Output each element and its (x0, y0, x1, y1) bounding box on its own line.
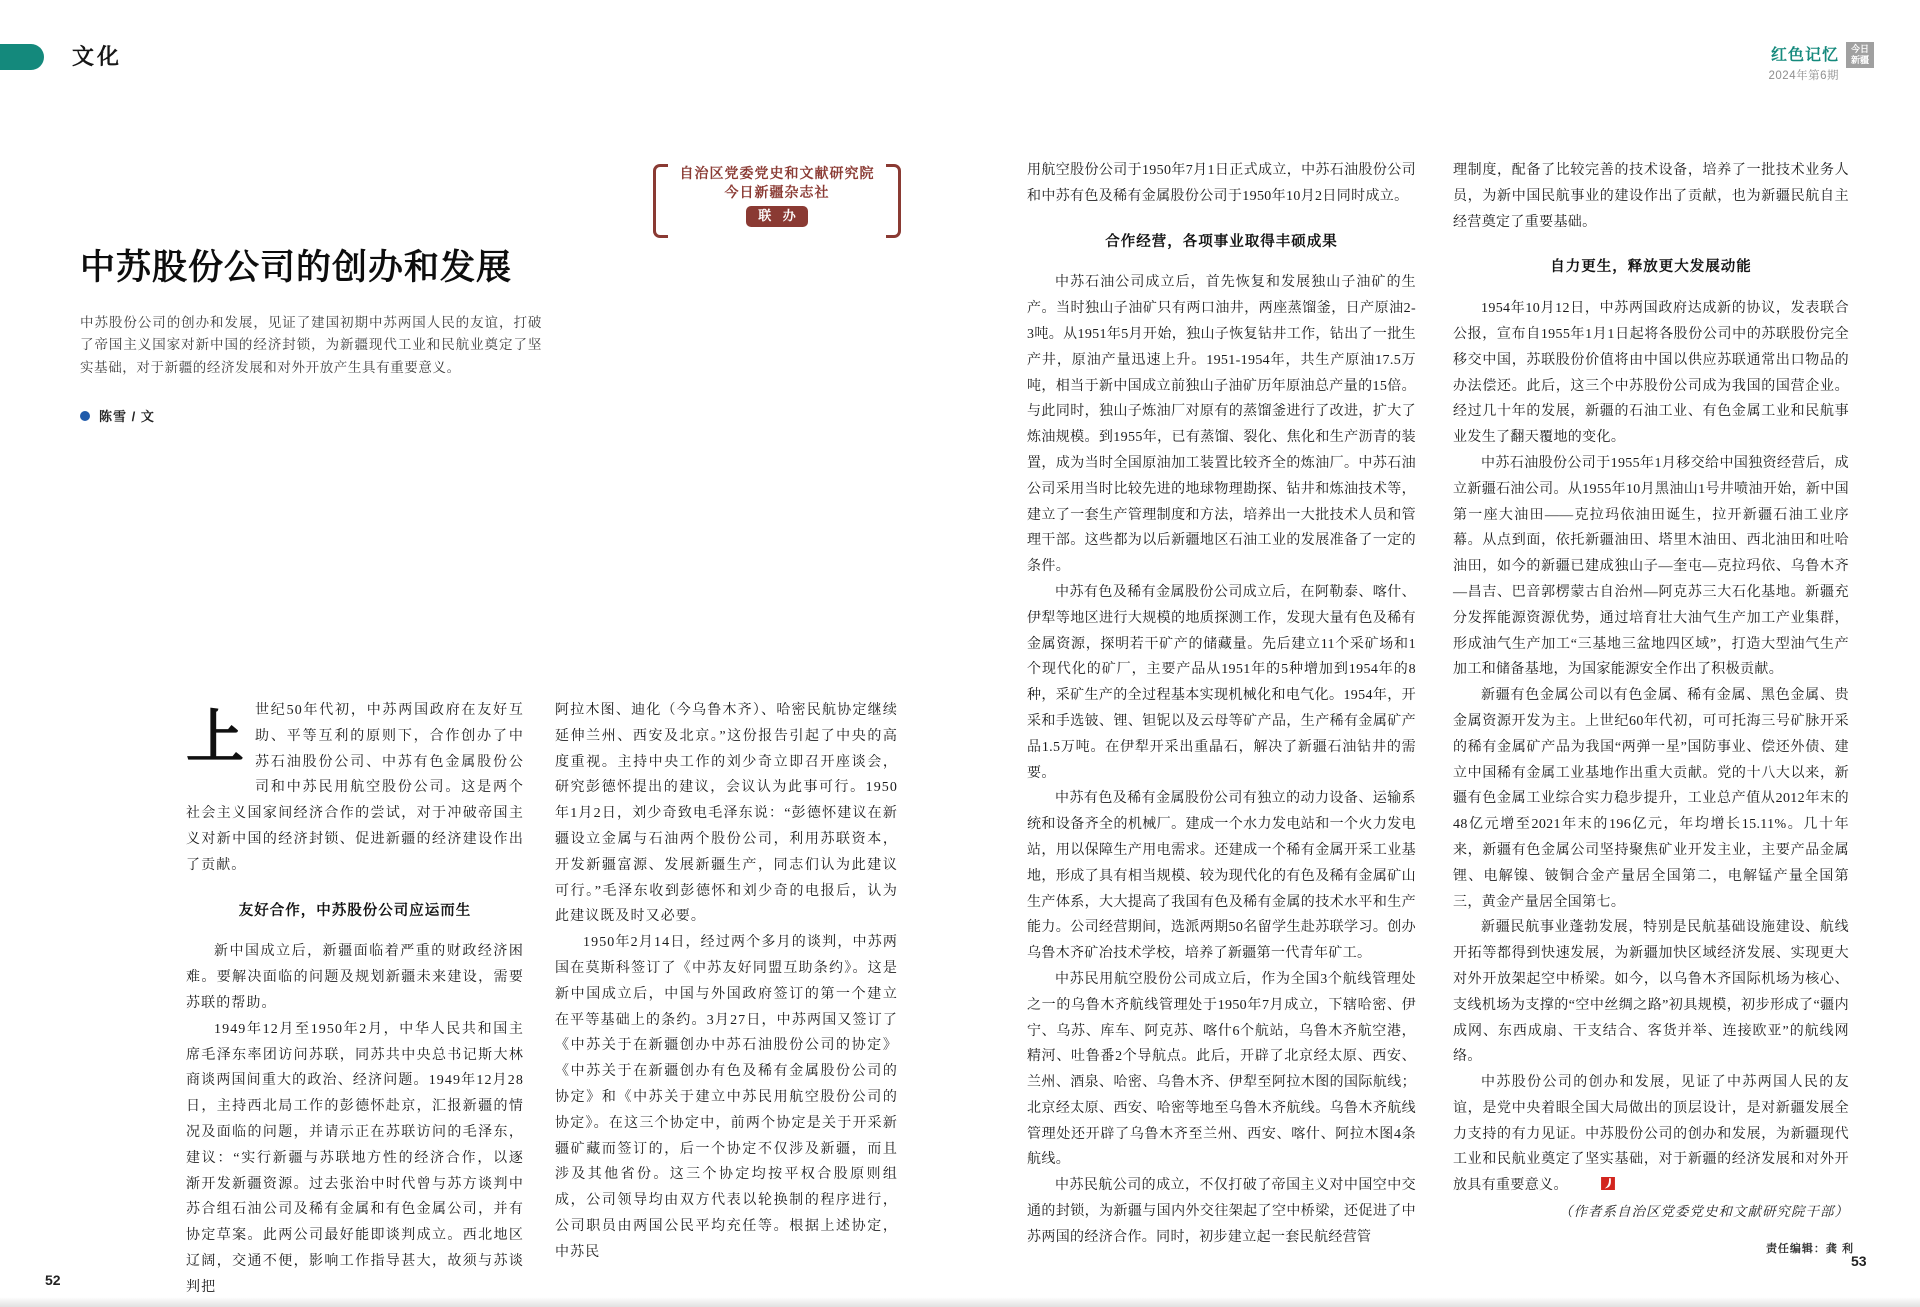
magazine-logo-line2: 新疆 (1850, 55, 1869, 65)
callout-line1: 自治区党委党史和文献研究院 (679, 165, 875, 181)
byline-dot-icon (80, 411, 90, 421)
paragraph: 阿拉木图、迪化（今乌鲁木齐）、哈密民航协定继续延伸兰州、西安及北京。”这份报告引起了中央的高度重视。主持中央工作的刘少奇立即召开座谈会，研究彭德怀提出的建议，会议认为此事可行。1950年1月2日，刘少奇致电毛泽东说：“彭德怀建议在新疆设立金属与石油两个股份公司，利用苏联资本，开发新疆富源、发展新疆生产，同志们认为此建议可行。”毛泽东收到彭德怀和刘少奇的电报后，认为此建议既及时又必要。 (555, 703, 898, 925)
paragraph: 1949年12月至1950年2月，中华人民共和国主席毛泽东率团访问苏联，同苏共中央总书记斯大林商谈两国间重大的政治、经济问题。1949年12月28日，主持西北局工作的彭德怀赴京，汇报新疆的情况及面临的问题，并请示正在苏联访问的毛泽东，建议：“实行新疆与苏联地方性的经济合作，以逐渐开发新疆资源。过去张治中时代曾与苏方谈判中苏合组石油公司及稀有金属和有色金属公司，并有协定草案。此两公司最好能即谈判成立。西北地区辽阔，交通不便，影响工作指导甚大，故须与苏谈判把 (186, 1021, 524, 1295)
co-organizer-callout (655, 164, 899, 232)
paragraph-text: 世纪50年代初，中苏两国政府在友好互助、平等互利的原则下，合作创办了中苏石油股份公司、中苏有色金属股份公司和中苏民用航空股份公司。这是两个社会主义国家间经济合作的尝试，对于冲破帝国主义对新中国的经济封锁、促进新疆的经济建设作出了贡献。 (186, 703, 524, 873)
article-intro: 中苏股份公司的创办和发展，见证了建国初期中苏两国人民的友谊，打破了帝国主义国家对新中国的经济封锁，为新疆现代工业和民航业奠定了坚实基础，对于新疆的经济发展和对外开放产生具有重要意义。 (80, 315, 542, 375)
dropcap: 上 (186, 705, 246, 770)
column-2 (555, 698, 898, 1266)
closing-paragraph (1453, 1070, 1849, 1199)
paragraph: 中苏有色及稀有金属股份公司有独立的动力设备、运输系统和设备齐全的机械厂。建成一个水力发电站和一个火力发电站，用以保障生产用电需求。还建成一个稀有金属开采工业基地，形成了具有相当规模、较为现代化的有色及稀有金属矿山生产体系，大大提高了我国有色及稀有金属的技术水平和生产能力。公司经营期间，选派两期50名留学生赴苏联学习。创办乌鲁木齐矿冶技术学校，培养了新疆第一代青年矿工。 (1027, 791, 1416, 962)
paragraph: 中苏石油公司成立后，首先恢复和发展独山子油矿的生产。当时独山子油矿只有两口油井，两座蒸馏釜，日产原油2-3吨。从1951年5月开始，独山子恢复钻井工作，钻出了一批生产井，原油产量迅速上升。1951-1954年，共生产原油17.5万吨，相当于新中国成立前独山子油矿历年原油总产量的15倍。与此同时，独山子炼油厂对原有的蒸馏釜进行了改进，扩大了炼油规模。到1955年，已有蒸馏、裂化、焦化和生产沥青的装置，成为当时全国原油加工装置比较齐全的炼油厂。中苏石油公司采用当时比较先进的地球物理勘探、钻井和炼油技术等，建立了一套生产管理制度和方法，培养出一大批技术人员和管理干部。这些都为以后新疆地区石油工业的发展准备了一定的条件。 (1027, 275, 1416, 575)
issue-text (1769, 42, 1839, 83)
magazine-logo-line1: 今日 (1850, 44, 1869, 54)
magazine-logo (1846, 42, 1874, 68)
author-note: （作者系自治区党委党史和文献研究院干部） (1559, 1204, 1849, 1220)
bracket-right-icon (886, 164, 901, 238)
paragraph: 中苏石油股份公司于1955年1月移交给中国独资经营后，成立新疆石油公司。从1955年10月黑油山1号井喷油开始，新中国第一座大油田——克拉玛依油田诞生，拉开新疆石油工业序幕。从点到面，依托新疆油田、塔里木油田、西北油田和吐哈油田，如今的新疆已建成独山子—奎屯—克拉玛依、乌鲁木齐—昌吉、巴音郭楞蒙古自治州—阿克苏三大石化基地。新疆充分发挥能源资源优势，通过培育壮大油气生产加工产业集群，形成油气生产加工“三基地三盆地四区域”，打造大型油气生产加工和储备基地，为国家能源安全作出了积极贡献。 (1453, 455, 1849, 678)
byline-text: 陈雪 / 文 (99, 409, 155, 424)
page-number-right: 53 (1851, 1253, 1867, 1269)
bracket-left-icon (653, 164, 668, 238)
column-1 (186, 698, 524, 1301)
dropcap-paragraph (186, 698, 524, 879)
article-end-icon (1573, 1174, 1587, 1187)
column-3 (1027, 158, 1416, 1251)
paragraph: 新疆民航事业蓬勃发展，特别是民航基础设施建设、航线开拓等都得到快速发展，为新疆加快区域经济发展、实现更大对外开放架起空中桥梁。如今，以乌鲁木齐国际机场为核心、支线机场为支撑的“空中丝绸之路”初具规模，初步形成了“疆内成网、东西成扇、干支结合、客货并举、连接欧亚”的航线网络。 (1453, 920, 1849, 1065)
section-label: 文化 (72, 44, 123, 69)
paragraph: 中苏有色及稀有金属股份公司成立后，在阿勒泰、喀什、伊犁等地区进行大规模的地质探测工作，发现大量有色及稀有金属资源，探明若干矿产的储藏量。先后建立11个采矿场和1个现代化的矿厂，主要产品从1951年的5种增加到1954年的8种，采矿生产的全过程基本实现机械化和电气化。1954年，开采和手选铍、锂、钽铌以及云母等矿产品，生产稀有金属矿产品1.5万吨。在伊犁开采出重晶石，解决了新疆石油钻井的需要。 (1027, 584, 1416, 781)
section-heading-1: 友好合作，中苏股份公司应运而生 (238, 902, 472, 919)
issue-column-title: 红色记忆 (1770, 47, 1839, 64)
byline (80, 406, 155, 425)
callout-line2: 今日新疆杂志社 (724, 184, 830, 200)
section-heading-2: 合作经营，各项事业取得丰硕成果 (1105, 233, 1338, 250)
paragraph: 1954年10月12日，中苏两国政府达成新的协议，发表联合公报，宣布自1955年1月1日起将各股份公司中的苏联股份完全移交中国，苏联股份价值将由中国以供应苏联通常出口物品的办法偿还。此后，这三个中苏股份公司成为我国的国营企业。经过几十年的发展，新疆的石油工业、有色金属工业和民航事业发生了翻天覆地的变化。 (1453, 301, 1849, 446)
paragraph: 中苏民用航空股份公司成立后，作为全国3个航线管理处之一的乌鲁木齐航线管理处于1950年7月成立，下辖哈密、伊宁、乌苏、库车、阿克苏、喀什6个航站，乌鲁木齐航空港，精河、吐鲁番2个导航点。此后，开辟了北京经太原、西安、兰州、酒泉、哈密、乌鲁木齐、伊犁至阿拉木图的国际航线；北京经太原、西安、哈密等地至乌鲁木齐航线。乌鲁木齐航线管理处还开辟了乌鲁木齐至兰州、西安、喀什、阿拉木图4条航线。 (1027, 971, 1416, 1168)
paragraph: 1950年2月14日，经过两个多月的谈判，中苏两国在莫斯科签订了《中苏友好同盟互助条约》。这是新中国成立后，中国与外国政府签订的第一个建立在平等基础上的条约。3月27日，中苏两国又签订了《中苏关于在新疆创办中苏石油股份公司的协定》《中苏关于在新疆创办有色及稀有金属股份公司的协定》和《中苏关于建立中苏民用航空股份公司的协定》。在这三个协定中，前两个协定是关于开采新疆矿藏而签订的，后一个协定不仅涉及新疆，而且涉及其他省份。这三个协定均按平权合股原则组成，公司领导均由双方代表以轮换制的程序进行，公司职员由两国公民平均充任等。根据上述协定，中苏民 (555, 935, 898, 1260)
paragraph-text: 中苏股份公司的创办和发展，见证了中苏两国人民的友谊，是党中央着眼全国大局做出的顶层设计，是对新疆发展全力支持的有力见证。中苏股份公司的创办和发展，为新疆现代工业和民航业奠定了坚实基础，对于新疆的经济发展和对外开放具有重要意义。 (1453, 1075, 1849, 1194)
editor-credit: 责任编辑：龚 利 (1765, 1243, 1854, 1255)
column-4 (1453, 158, 1849, 1225)
issue-number: 2024年第6期 (1768, 70, 1839, 82)
article-title: 中苏股份公司的创办和发展 (80, 248, 513, 287)
page-number-left: 52 (45, 1272, 61, 1288)
paragraph: 新中国成立后，新疆面临着严重的财政经济困难。要解决面临的问题及规划新疆未来建设，需要苏联的帮助。 (186, 944, 524, 1011)
issue-block (1769, 42, 1874, 83)
page-bottom-edge (0, 1297, 1920, 1307)
paragraph: 用航空股份公司于1950年7月1日正式成立，中苏石油股份公司和中苏有色及稀有金属股份公司于1950年10月2日同时成立。 (1027, 163, 1416, 204)
paragraph: 新疆有色金属公司以有色金属、稀有金属、黑色金属、贵金属资源开发为主。上世纪60年代初，可可托海三号矿脉开采的稀有金属矿产品为我国“两弹一星”国防事业、偿还外债、建立中国稀有金属工业基地作出重大贡献。党的十八大以来，新疆有色金属工业综合实力稳步提升，工业总产值从2012年末的48亿元增至2021年末的196亿元，年均增长15.11%。几十年来，新疆有色金属公司坚持聚焦矿业开发主业，主要产品金属锂、电解镍、铍铜合金产量居全国第二，电解锰产量全国第三，黄金产量居全国第七。 (1453, 688, 1849, 910)
paragraph: 中苏民航公司的成立，不仅打破了帝国主义对中国空中交通的封锁，为新疆与国内外交往架起了空中桥梁，还促进了中苏两国的经济合作。同时，初步建立起一套民航经营管 (1027, 1178, 1416, 1245)
section-heading-3: 自力更生，释放更大发展动能 (1550, 259, 1752, 276)
callout-badge: 联 办 (746, 206, 808, 227)
section-tab-pill (0, 44, 44, 70)
paragraph: 理制度，配备了比较完善的技术设备，培养了一批技术业务人员，为新中国民航事业的建设作出了贡献，也为新疆民航自主经营奠定了重要基础。 (1453, 163, 1849, 230)
